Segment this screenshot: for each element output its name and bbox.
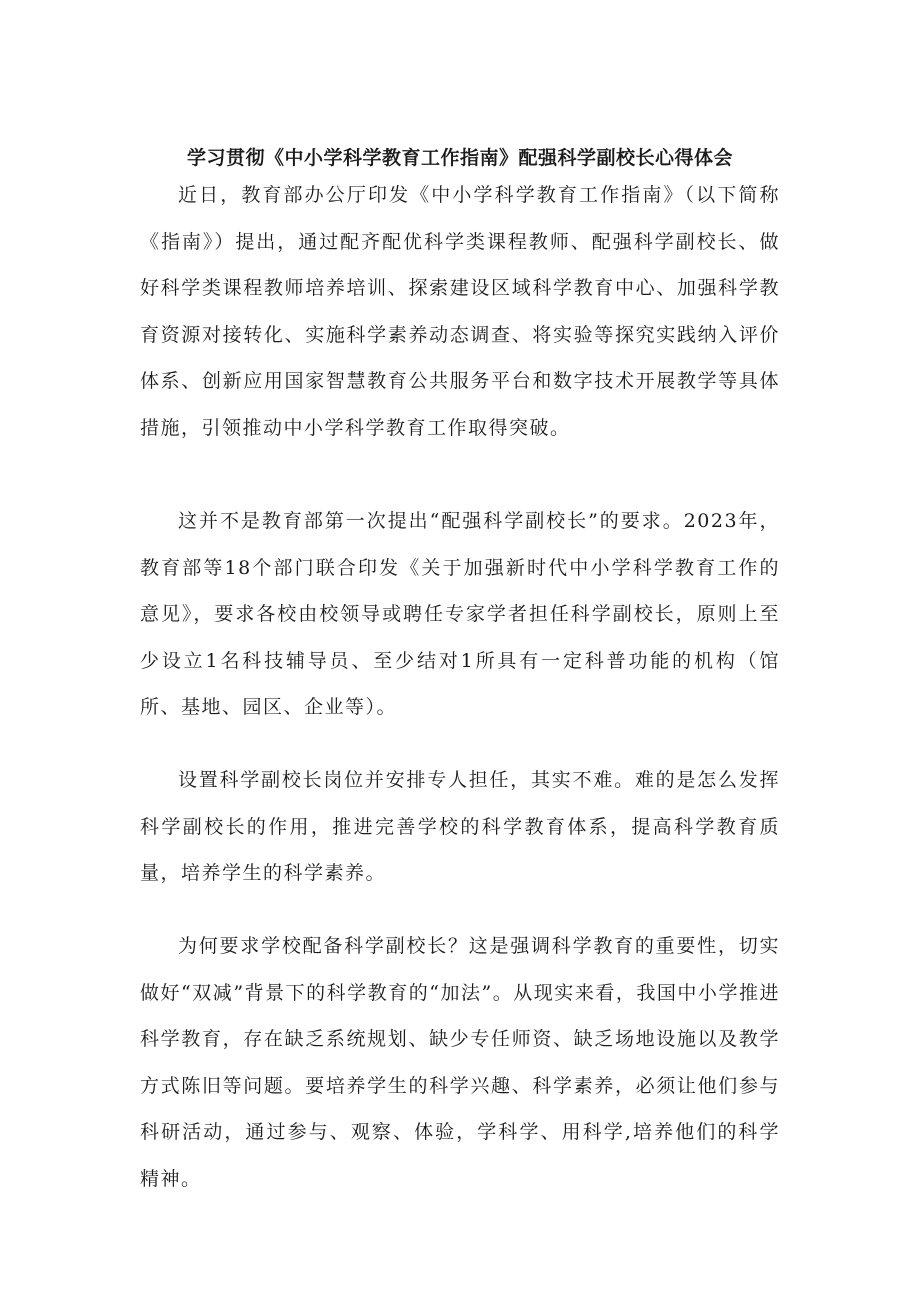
paragraph-1: 近日，教育部办公厅印发《中小学科学教育工作指南》（以下简称《指南》）提出，通过配齐配优科学类课程教师、配强科学副校长、做好科学类课程教师培养培训、探索建设区域科学教育中心、加强科学教育资源对接转化、实施科学素养动态调查、将实验等探究实践纳入评价体系、创新应用国家智慧教育公共服务平台和数字技术开展教学等具体措施，引领推动中小学科学教育工作取得突破。 <box>140 184 780 439</box>
paragraph-2: 这并不是教育部第一次提出“配强科学副校长”的要求。2023年，教育部等18个部门联合印发《关于加强新时代中小学科学教育工作的意见》，要求各校由校领导或聘任专家学者担任科学副校长，原则上至少设立1名科技辅导员、至少结对1所具有一定科普功能的机构（馆所、基地、园区、企业等）。 <box>140 510 780 718</box>
document-title: 学习贯彻《中小学科学教育工作指南》配强科学副校长心得体会 <box>186 147 733 169</box>
paragraph-3: 设置科学副校长岗位并安排专人担任，其实不难。难的是怎么发挥科学副校长的作用，推进完善学校的科学教育体系，提高科学教育质量，培养学生的科学素养。 <box>140 769 780 884</box>
paragraph-4: 为何要求学校配备科学副校长？这是强调科学教育的重要性，切实做好“双减”背景下的科学教育的“加法”。从现实来看，我国中小学推进科学教育，存在缺乏系统规划、缺少专任师资、缺乏场地设施以及教学方式陈旧等问题。要培养学生的科学兴趣、科学素养，必须让他们参与科研活动，通过参与、观察、体验，学科学、用科学,培养他们的科学精神。 <box>140 935 780 1190</box>
